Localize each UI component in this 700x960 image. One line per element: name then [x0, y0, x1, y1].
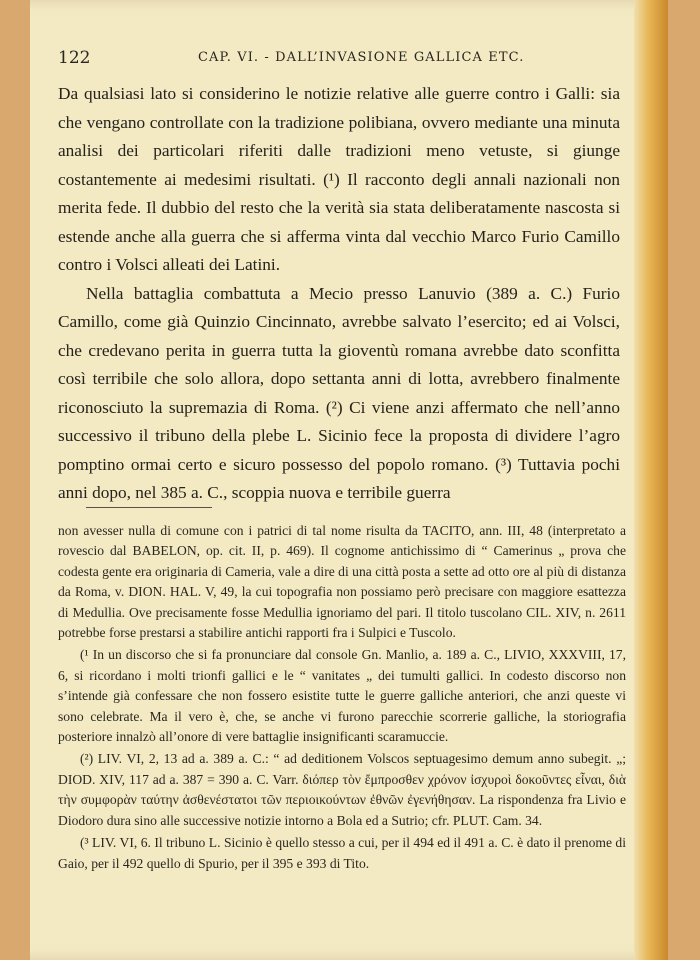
- footnote-1: (¹ In un discorso che si fa pronunciare dal console Gn. Manlio, a. 189 a. C., LIVIO, XXXVIII, 17, 6, si ricordano i molti trionfi gallici e le “ vanitates „ dei tumulti gallici. In codesto discorso non s’intende già confessare che non fossero esistite tutte le guerre galliche anteriori, che anzi queste vi sono celebrate. Ma il vero è, che, se anche vi furono parecchie scorrerie galliche, la storiografia posteriore innalzò all’onore di vere battaglie insignificanti scaramuccie.: [58, 647, 626, 745]
- paragraph: Da qualsiasi lato si considerino le notizie relative alle guerre contro i Galli: sia che vengano controllate con la tradizione polibiana, ovvero mediante una minuta analisi dei particolari riferiti dalle tradizioni meno vetuste, si giunge costantemente ai medesimi risultati. (¹) Il racconto degli annali nazionali non merita fede. Il dubbio del resto che la verità sia stata deliberatamente nascosta si estende anche alla guerra che si afferma vinta dal vecchio Marco Furio Camillo contro i Volsci alleati dei Latini.: [58, 84, 620, 274]
- page-header: [58, 48, 618, 70]
- running-title: CAP. VI. - DALL’INVASIONE GALLICA ETC.: [198, 50, 525, 65]
- footnote-continuation: non avesser nulla di comune con i patrici di tal nome risulta da TACITO, ann. III, 48 (interpretato a rovescio dal BABELON, op. cit. II, p. 469). Il cognome antichissimo di “ Camerinus „ prova che codesta gente era originaria di Cameria, vale a dire di una città posta a sette ad otto ore al più di distanza da Roma, v. DION. HAL. V, 49, la cui topografia non possiamo però precisare con maggiore esattezza di Medullia. Ove precisamente fosse Medullia ignoriamo del pari. Il titolo tuscolano CIL. XIV, n. 2611 potrebbe forse prestarsi a stabilire antichi rapporti fra i Sulpici e Tuscolo.: [58, 523, 626, 641]
- main-text: [58, 80, 620, 508]
- footnote-3: (³ LIV. VI, 6. Il tribuno L. Sicinio è quello stesso a cui, per il 494 ed il 491 a. C. è dato il prenome di Gaio, per il 492 quello di Spurio, per il 395 e 393 di Tito.: [58, 835, 626, 871]
- page-number: 122: [58, 48, 91, 68]
- footnote-divider: [86, 507, 212, 508]
- footnotes: [58, 521, 626, 874]
- page-edge: [634, 0, 668, 960]
- paragraph: Nella battaglia combattuta a Mecio presso Lanuvio (389 a. C.) Furio Camillo, come già Quinzio Cincinnato, avrebbe salvato l’esercito; ed ai Volsci, che credevano perita in guerra tutta la gioventù romana avrebbe dato sconfitta così terribile che solo allora, dopo settanta anni di lotta, avrebbero finalmente riconosciuto la supremazia di Roma. (²) Ci viene anzi affermato che nell’anno successivo il tribuno della plebe L. Sicinio fece la proposta di dividere l’agro pomptino ormai certo e sicuro possesso del popolo romano. (³) Tuttavia pochi anni dopo, nel 385 a. C., scoppia nuova e terribile guerra: [58, 283, 620, 502]
- footnote-2: (²) LIV. VI, 2, 13 ad a. 389 a. C.: “ ad deditionem Volscos septuagesimo demum anno subegit. „; DIOD. XIV, 117 ad a. 387 = 390 a. C. Varr. διόπερ τὸν ἔμπροσθεν χρόνον ἰσχυροὶ δοκοῦντες εἶναι, διὰ τὴν συμφορὰν ταύτην ἀσθενέστατοι τῶν περιοικούντων ἐθνῶν ἐγενήθησαν. La rispondenza fra Livio e Diodoro dura sino alle successive notizie intorno a Bola ed a Sutrio; cfr. PLUT. Cam. 34.: [58, 751, 626, 828]
